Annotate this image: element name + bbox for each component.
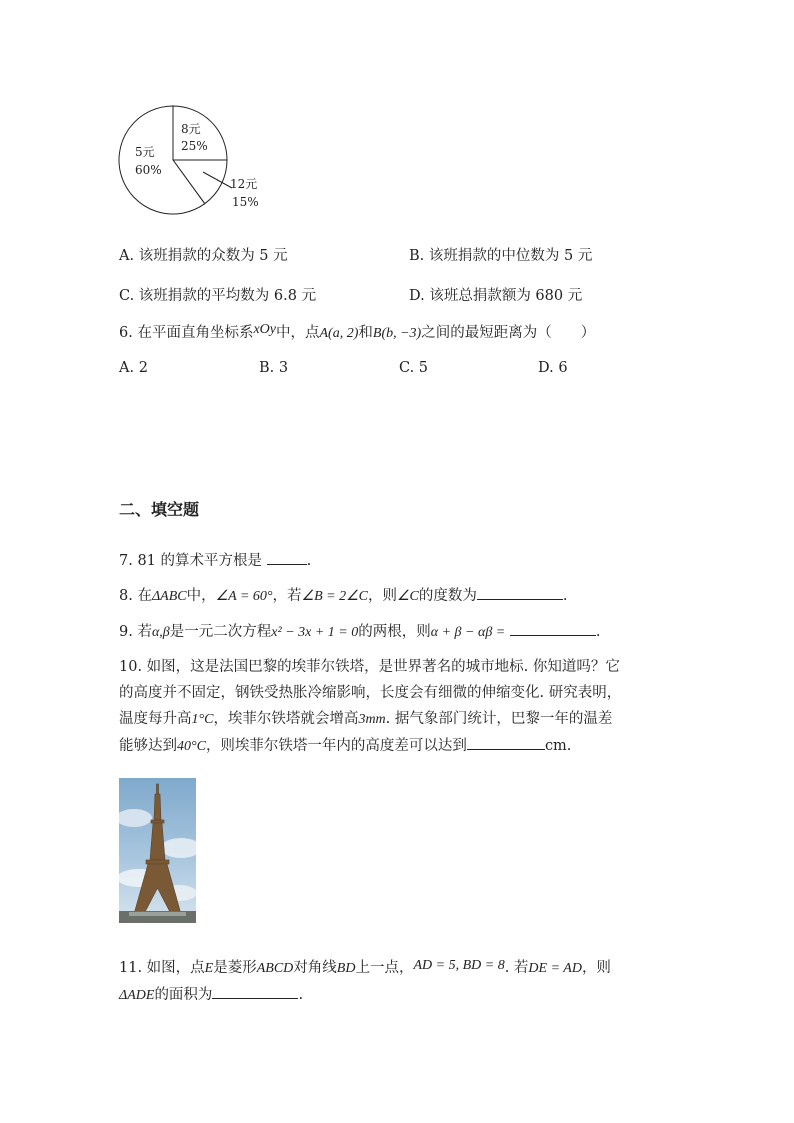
- q6-option-b: B. 3: [259, 360, 289, 376]
- q9-prefix: 9. 若: [119, 624, 152, 640]
- q8-end: .: [562, 588, 568, 604]
- q5-option-b: B. 该班捐款的中位数为 5 元: [409, 248, 593, 264]
- q8-condition: ∠B = 2∠C: [301, 589, 368, 604]
- q5-option-a: A. 该班捐款的众数为 5 元: [119, 248, 288, 264]
- q8-mid3: ，则: [367, 588, 397, 604]
- q6-mid: 中，点: [276, 325, 320, 341]
- q10-line-2: 的高度并不固定，钢铁受热胀冷缩影响，长度会有细微的伸缩变化. 研究表明，: [119, 685, 622, 701]
- pie-percent-2: 60%: [135, 163, 162, 177]
- q7-end: .: [306, 553, 312, 569]
- q11-prefix: 11. 如图，点: [119, 960, 205, 976]
- question-10: [119, 654, 621, 760]
- question-11-line-2: [119, 983, 303, 1004]
- section-title: 二、填空题: [119, 500, 200, 519]
- q9-answer-blank[interactable]: [510, 621, 596, 636]
- eiffel-tower-image: [119, 778, 196, 923]
- q9-end: .: [595, 624, 601, 640]
- q11-mid2: 对角线: [293, 960, 337, 976]
- question-9: [119, 620, 600, 641]
- pie-percent-0: 25%: [181, 139, 208, 153]
- q11-given: AD = 5, BD = 8: [413, 958, 505, 973]
- q8-answer-blank[interactable]: [477, 585, 563, 600]
- q6-option-d: D. 6: [538, 360, 568, 376]
- pie-label-2: 5元: [135, 145, 155, 159]
- pie-percent-1: 15%: [232, 195, 259, 209]
- q5-option-d: D. 该班总捐款额为 680 元: [409, 288, 583, 304]
- q8-suffix: 的度数为: [418, 588, 477, 604]
- q9-equation: x² − 3x + 1 = 0: [271, 625, 359, 640]
- q6-coord-system: xOy: [253, 322, 276, 337]
- q6-option-c: C. 5: [399, 360, 429, 376]
- q10-line-3: 温度每升高1°C，埃菲尔铁塔就会增高3mm. 据气象部门统计，巴黎一年的温差: [119, 711, 613, 727]
- q11-answer-blank[interactable]: [212, 984, 298, 999]
- q11-point-e: E: [204, 961, 214, 976]
- q9-mid1: 是一元二次方程: [169, 624, 272, 640]
- q8-mid2: ，若: [272, 588, 302, 604]
- q6-prefix: 6. 在平面直角坐标系: [119, 325, 254, 341]
- q8-angle-c: ∠C: [396, 589, 419, 604]
- pie-label-0: 8元: [181, 122, 201, 136]
- q10-unit: cm.: [544, 738, 572, 754]
- q11-mid1: 是菱形: [213, 960, 257, 976]
- question-6: [119, 321, 595, 342]
- q10-mm: 3mm: [358, 712, 386, 727]
- q11-diagonal: BD: [336, 961, 356, 976]
- q9-expression: α + β − αβ =: [430, 625, 506, 640]
- question-11: [119, 956, 611, 977]
- question-7: [119, 549, 311, 570]
- q6-and: 和: [358, 325, 373, 341]
- question-8: [119, 584, 567, 605]
- q11-end: .: [298, 987, 304, 1003]
- q10-temp-1: 1°C: [191, 712, 214, 727]
- q11-rhombus: ABCD: [256, 961, 294, 976]
- q8-angle-a: ∠A = 60°: [215, 589, 273, 604]
- q6-point-a: A(a, 2): [319, 326, 359, 341]
- q6-option-a: A. 2: [119, 360, 148, 376]
- q7-text: 7. 81 的算术平方根是: [119, 553, 263, 569]
- q6-point-b: B(b, −3): [372, 326, 422, 341]
- q6-suffix: 之间的最短距离为（ ）: [421, 325, 596, 341]
- q8-triangle: ΔABC: [151, 589, 187, 604]
- q8-mid1: 中，: [186, 588, 216, 604]
- q10-line-1: 10. 如图，这是法国巴黎的埃菲尔铁塔，是世界著名的城市地标. 你知道吗？它: [119, 659, 620, 675]
- q11-mid5: ，则: [581, 960, 611, 976]
- q7-answer-blank[interactable]: [267, 550, 307, 565]
- q8-prefix: 8. 在: [119, 588, 152, 604]
- q11-suffix: 的面积为: [154, 987, 213, 1003]
- q11-condition: DE = AD: [528, 961, 582, 976]
- q5-option-c: C. 该班捐款的平均数为 6.8 元: [119, 288, 317, 304]
- q9-roots: α,β: [151, 625, 170, 640]
- q9-mid2: 的两根，则: [358, 624, 431, 640]
- q11-mid3: 上一点，: [355, 960, 414, 976]
- q11-triangle: ΔADE: [119, 988, 155, 1003]
- pie-chart: [115, 104, 275, 224]
- q11-mid4: . 若: [504, 960, 529, 976]
- pie-label-1: 12元: [230, 177, 258, 191]
- q10-line-4: 能够达到40°C，则埃菲尔铁塔一年内的高度差可以达到 cm.: [119, 733, 621, 760]
- q10-temp-2: 40°C: [177, 739, 206, 754]
- q10-answer-blank[interactable]: [467, 735, 545, 750]
